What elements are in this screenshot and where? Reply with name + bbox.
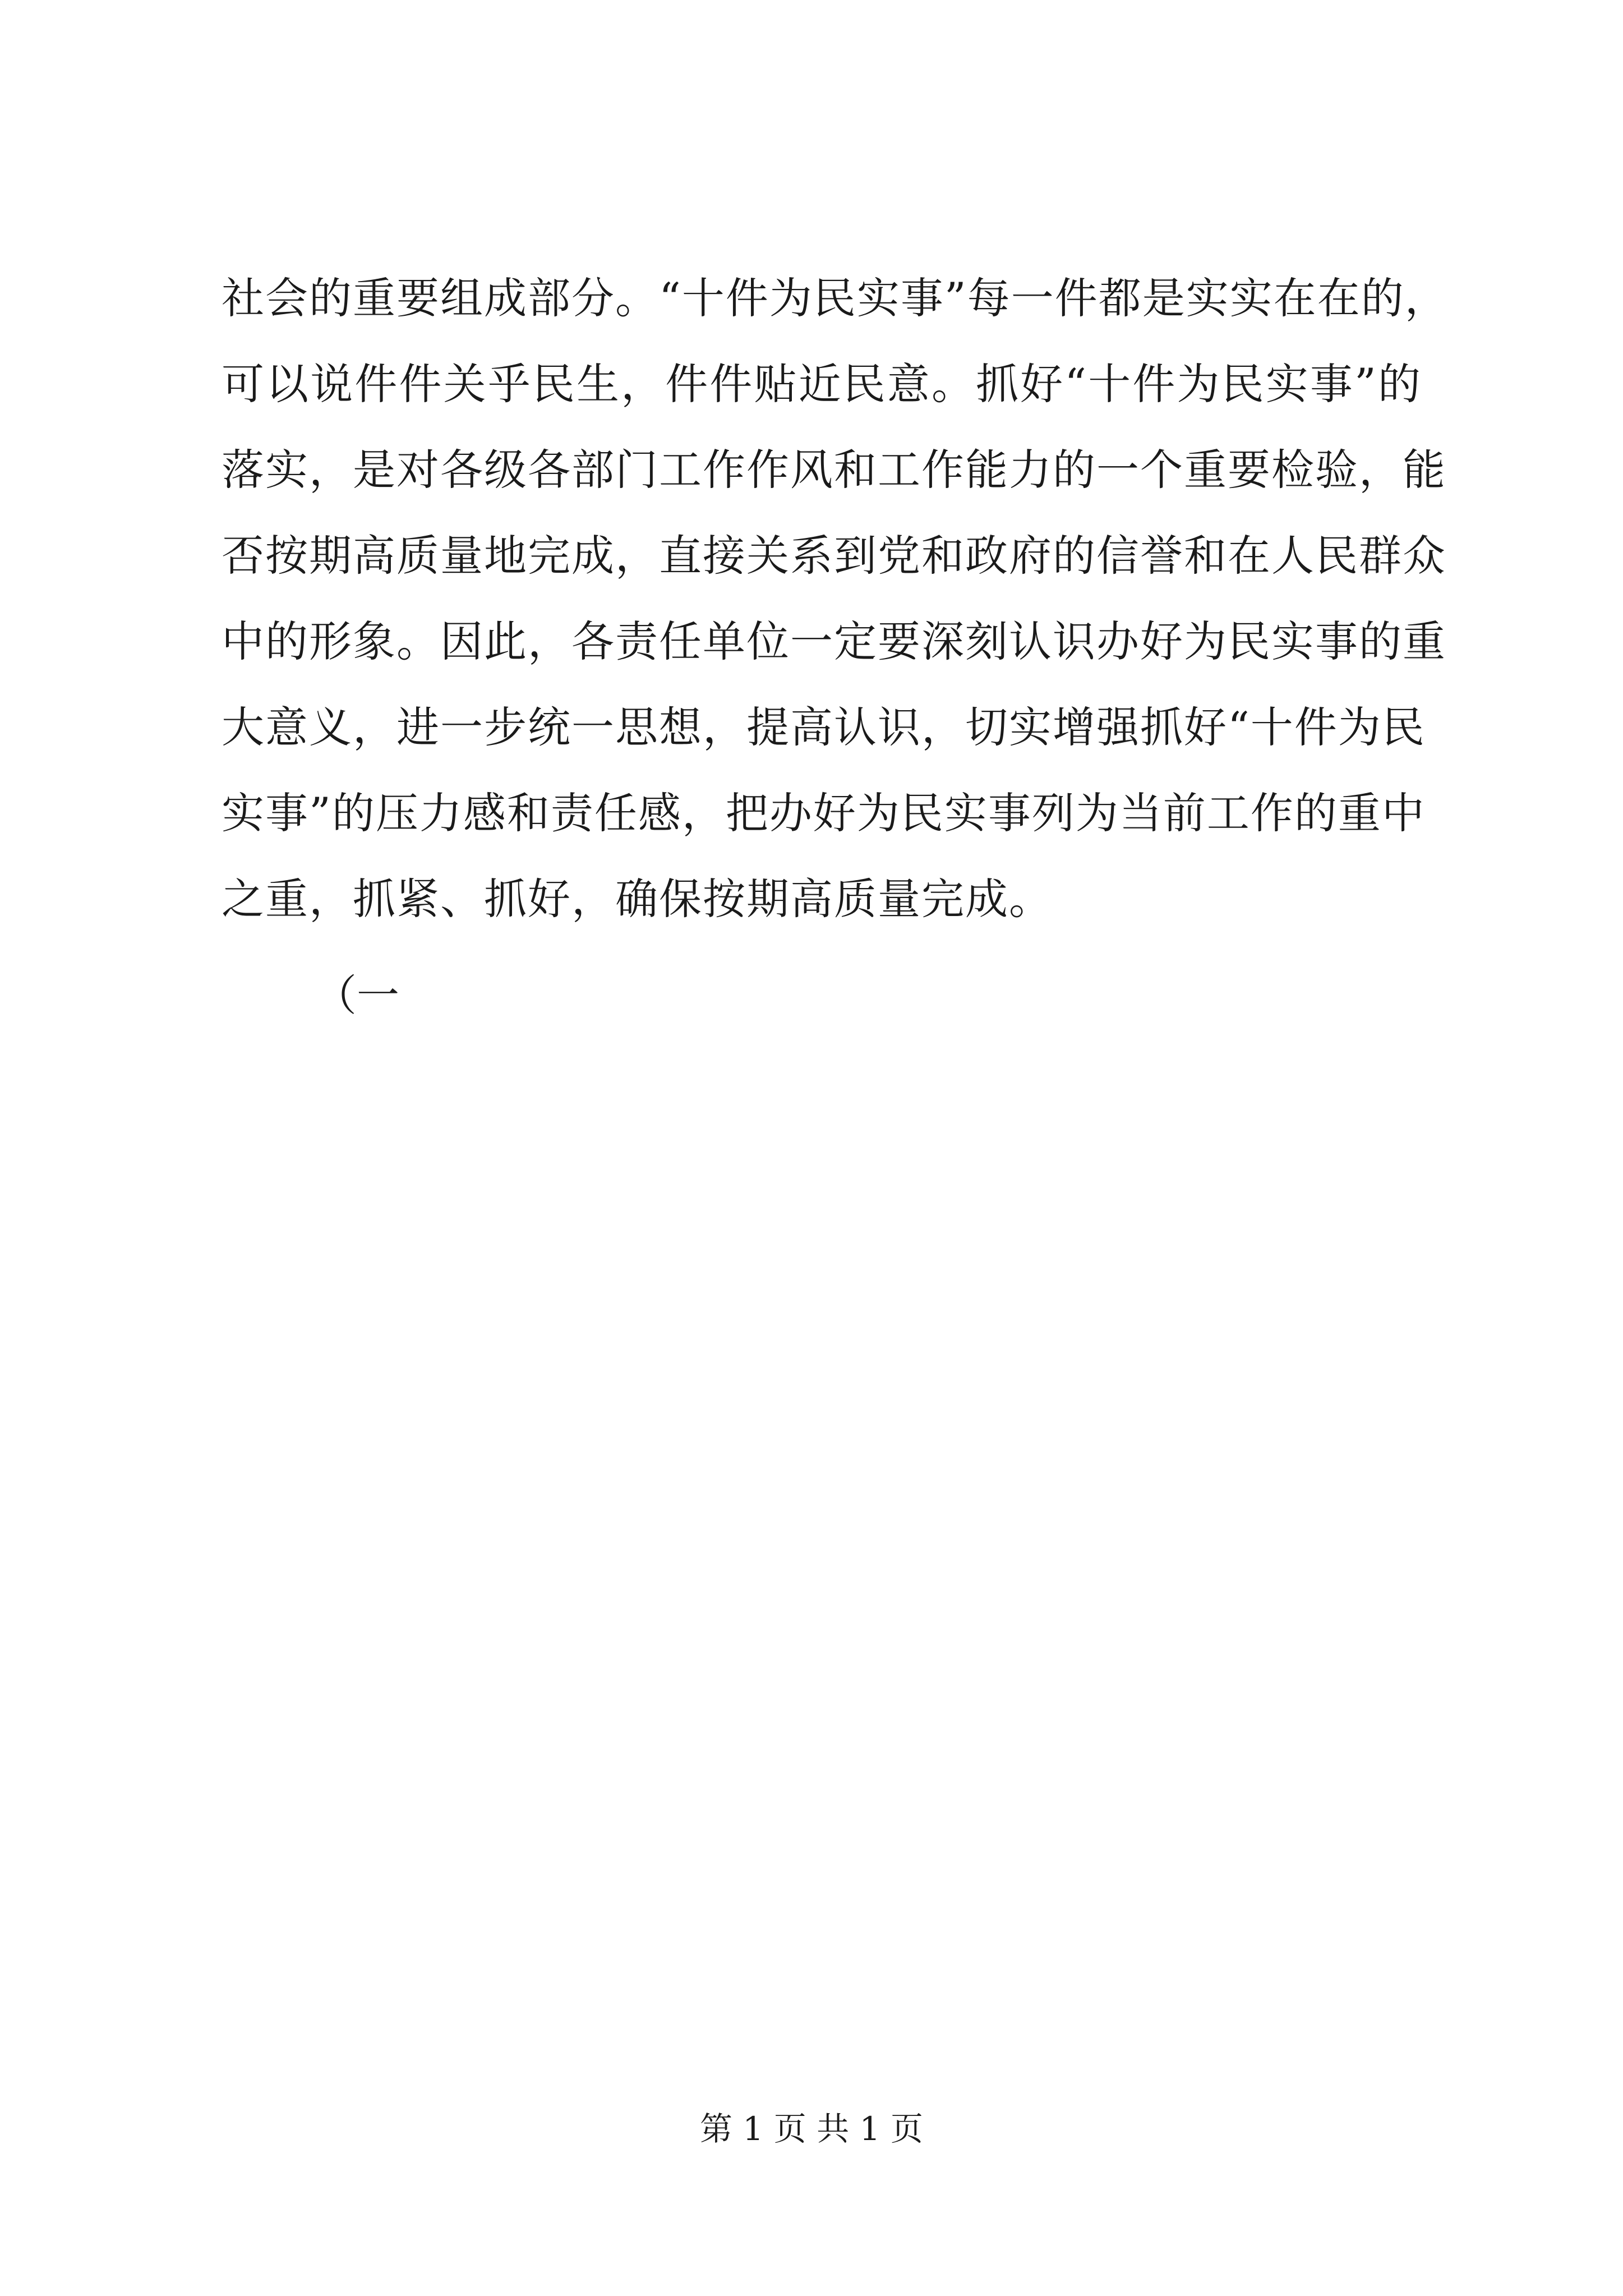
paragraph-line-3: 落实，是对各级各部门工作作风和工作能力的一个重要检验，能 — [222, 445, 1446, 495]
paragraph-line-7: 实事”的压力感和责任感，把办好为民实事列为当前工作的重中 — [222, 788, 1426, 838]
paragraph-line-2: 可以说件件关乎民生，件件贴近民意。抓好“十件为民实事”的 — [222, 359, 1422, 409]
paragraph-line-5: 中的形象。因此，各责任单位一定要深刻认识办好为民实事的重 — [222, 616, 1446, 666]
paragraph-line-8: 之重，抓紧、抓好，确保按期高质量完成。 — [222, 874, 1053, 924]
paragraph-line-4: 否按期高质量地完成，直接关系到党和政府的信誉和在人民群众 — [222, 531, 1446, 581]
page-footer: 第 1 页 共 1 页 — [700, 2110, 923, 2148]
paragraph-line-1: 社会的重要组成部分。“十件为民实事”每一件都是实实在在的， — [222, 273, 1449, 323]
paragraph-line-6: 大意义，进一步统一思想，提高认识，切实增强抓好“十件为民 — [222, 702, 1426, 752]
section-subheading: （一 — [314, 970, 399, 1020]
body-paragraph — [222, 255, 1449, 942]
